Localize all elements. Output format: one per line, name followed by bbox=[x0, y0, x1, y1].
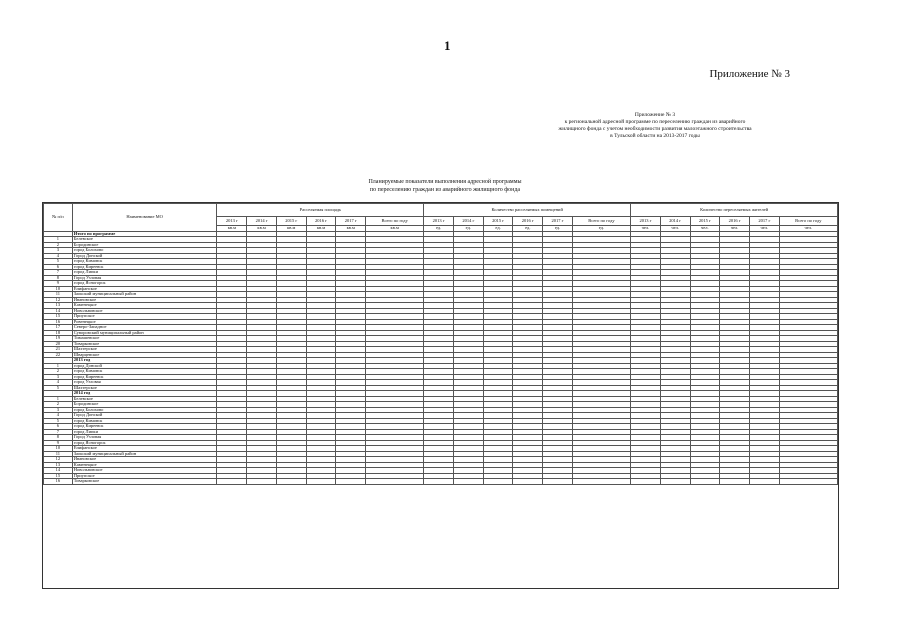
unit-header: кв.м bbox=[366, 226, 424, 232]
row-number: 5 bbox=[44, 259, 73, 265]
row-municipality-name: Северо-Западное bbox=[72, 325, 217, 331]
row-municipality-name: Ивановское bbox=[72, 297, 217, 303]
row-number: 6 bbox=[44, 264, 73, 270]
row-number: 11 bbox=[44, 292, 73, 298]
unit-header: кв.м bbox=[217, 226, 247, 232]
row-municipality-name: Каменецкое bbox=[72, 303, 217, 309]
row-number: 10 bbox=[44, 286, 73, 292]
row-number: 4 bbox=[44, 413, 73, 419]
row-municipality-name: Приупское bbox=[72, 314, 217, 320]
value-cell bbox=[513, 479, 543, 485]
row-number: 7 bbox=[44, 429, 73, 435]
row-municipality-name: Новольвовское bbox=[72, 468, 217, 474]
row-municipality-name: Шварцевское bbox=[72, 352, 217, 358]
row-number: 3 bbox=[44, 407, 73, 413]
row-number: 9 bbox=[44, 440, 73, 446]
row-number: 14 bbox=[44, 308, 73, 314]
value-cell bbox=[454, 479, 484, 485]
unit-header: кв.м bbox=[247, 226, 277, 232]
row-municipality-name: Город Узловая bbox=[72, 275, 217, 281]
unit-header: чел. bbox=[631, 226, 661, 232]
row-number: 8 bbox=[44, 435, 73, 441]
value-cell bbox=[424, 479, 454, 485]
row-number: 18 bbox=[44, 330, 73, 336]
row-municipality-name: 2013 год bbox=[72, 358, 217, 364]
value-cell bbox=[247, 479, 277, 485]
row-municipality-name: Город Донской bbox=[72, 253, 217, 259]
value-cell bbox=[306, 479, 336, 485]
year-header: 2017 г bbox=[543, 217, 573, 226]
row-number: 14 bbox=[44, 468, 73, 474]
unit-header: ед. bbox=[424, 226, 454, 232]
appendix-title: Приложение № 3 bbox=[709, 68, 790, 80]
row-municipality-name: город Кимовск bbox=[72, 259, 217, 265]
unit-header: чел. bbox=[660, 226, 690, 232]
row-municipality-name: Бородинское bbox=[72, 402, 217, 408]
row-number: 19 bbox=[44, 336, 73, 342]
row-municipality-name: Каменецкое bbox=[72, 462, 217, 468]
unit-header: чел. bbox=[720, 226, 750, 232]
row-number: 16 bbox=[44, 319, 73, 325]
header-row-groups bbox=[44, 204, 838, 217]
row-number: 15 bbox=[44, 314, 73, 320]
row-number: 1 bbox=[44, 237, 73, 243]
row-municipality-name: Шахтерское bbox=[72, 347, 217, 353]
row-number: 8 bbox=[44, 275, 73, 281]
row-municipality-name: Епифанское bbox=[72, 286, 217, 292]
value-cell bbox=[217, 479, 247, 485]
row-municipality-name: город Ясногорск bbox=[72, 281, 217, 287]
year-header: Всего по году bbox=[572, 217, 630, 226]
unit-header: кв.м bbox=[306, 226, 336, 232]
table-body bbox=[44, 231, 838, 484]
row-number: 3 bbox=[44, 374, 73, 380]
row-municipality-name: город Ясногорск bbox=[72, 440, 217, 446]
appendix-line: Приложение № 3 bbox=[634, 112, 676, 118]
year-header: 2013 г bbox=[631, 217, 661, 226]
row-number: 1 bbox=[44, 363, 73, 369]
value-cell bbox=[543, 479, 573, 485]
table-title-line: по переселению граждан из аварийного жилищного фонда bbox=[369, 187, 521, 193]
group-header-residents: Количество переселяемых жителей bbox=[631, 204, 838, 217]
value-cell bbox=[749, 479, 779, 485]
appendix-line: в Тульской области на 2013-2017 годы bbox=[610, 133, 700, 139]
value-cell bbox=[779, 479, 837, 485]
value-cell bbox=[690, 479, 720, 485]
row-number: 9 bbox=[44, 281, 73, 287]
row-municipality-name: Ровенецкое bbox=[72, 319, 217, 325]
year-header: 2014 г bbox=[660, 217, 690, 226]
year-header: 2013 г bbox=[424, 217, 454, 226]
unit-header: ед. bbox=[572, 226, 630, 232]
value-cell bbox=[631, 479, 661, 485]
value-cell bbox=[720, 479, 750, 485]
row-number: 20 bbox=[44, 341, 73, 347]
row-number: 22 bbox=[44, 352, 73, 358]
unit-header: чел. bbox=[749, 226, 779, 232]
year-header: 2015 г bbox=[690, 217, 720, 226]
unit-header: чел. bbox=[779, 226, 837, 232]
row-municipality-name: город Липки bbox=[72, 270, 217, 276]
row-municipality-name: Белевское bbox=[72, 396, 217, 402]
year-header: 2014 г bbox=[247, 217, 277, 226]
row-number: 6 bbox=[44, 424, 73, 430]
row-number: 2 bbox=[44, 242, 73, 248]
row-number: 1 bbox=[44, 396, 73, 402]
row-number: 16 bbox=[44, 479, 73, 485]
row-municipality-name: город Липки bbox=[72, 429, 217, 435]
value-cell bbox=[276, 479, 306, 485]
row-number: 12 bbox=[44, 297, 73, 303]
indicators-table bbox=[43, 203, 838, 485]
row-number: 17 bbox=[44, 325, 73, 331]
year-header: 2016 г bbox=[513, 217, 543, 226]
table-title bbox=[330, 178, 560, 194]
row-municipality-name: Заокский муниципальный район bbox=[72, 451, 217, 457]
row-municipality-name: 2014 год bbox=[72, 391, 217, 397]
row-municipality-name: город Болохово bbox=[72, 248, 217, 254]
row-municipality-name: город Кимовск bbox=[72, 369, 217, 375]
row-number: 2 bbox=[44, 402, 73, 408]
year-header: 2016 г bbox=[720, 217, 750, 226]
row-number: 21 bbox=[44, 347, 73, 353]
row-number: 5 bbox=[44, 418, 73, 424]
row-municipality-name: Белевское bbox=[72, 237, 217, 243]
year-header: 2015 г bbox=[483, 217, 513, 226]
row-number: 13 bbox=[44, 303, 73, 309]
row-number: 15 bbox=[44, 473, 73, 479]
col-number-header: № п/п bbox=[44, 204, 73, 232]
row-municipality-name: Епифанское bbox=[72, 446, 217, 452]
table-header bbox=[44, 204, 838, 232]
row-number: 4 bbox=[44, 253, 73, 259]
unit-header: ед. bbox=[454, 226, 484, 232]
appendix-line: жилищного фонда с учетом необходимости развития малоэтажного строительства bbox=[558, 126, 752, 132]
row-municipality-name: Город Узловая bbox=[72, 435, 217, 441]
row-number: 11 bbox=[44, 451, 73, 457]
page-number: 1 bbox=[444, 38, 451, 53]
year-header: 2014 г bbox=[454, 217, 484, 226]
row-municipality-name: Бородинское bbox=[72, 242, 217, 248]
year-header: 2016 г bbox=[306, 217, 336, 226]
row-municipality-name: Суворовский муниципальный район bbox=[72, 330, 217, 336]
appendix-line: к региональной адресной программе по переселению граждан из аварийного bbox=[564, 119, 746, 125]
row-municipality-name: Город Донской bbox=[72, 413, 217, 419]
year-header: 2015 г bbox=[276, 217, 306, 226]
year-header: Всего по году bbox=[366, 217, 424, 226]
value-cell bbox=[572, 479, 630, 485]
unit-header: ед. bbox=[483, 226, 513, 232]
group-header-area: Расселяемая площадь bbox=[217, 204, 424, 217]
col-name-header: Наименование МО bbox=[72, 204, 217, 232]
row-municipality-name: Товарковское bbox=[72, 479, 217, 485]
row-municipality-name: город Киреевск bbox=[72, 374, 217, 380]
year-header: 2013 г bbox=[217, 217, 247, 226]
row-municipality-name: город Кимовск bbox=[72, 418, 217, 424]
row-municipality-name: город Узловая bbox=[72, 380, 217, 386]
year-header: 2017 г bbox=[336, 217, 366, 226]
row-municipality-name: Товарковское bbox=[72, 341, 217, 347]
row-number: 4 bbox=[44, 380, 73, 386]
row-number: 7 bbox=[44, 270, 73, 276]
row-number: 12 bbox=[44, 457, 73, 463]
row-municipality-name: Ивановское bbox=[72, 457, 217, 463]
row-number: 3 bbox=[44, 248, 73, 254]
value-cell bbox=[660, 479, 690, 485]
row-number: 13 bbox=[44, 462, 73, 468]
unit-header: ед. bbox=[543, 226, 573, 232]
value-cell bbox=[366, 479, 424, 485]
year-header: 2017 г bbox=[749, 217, 779, 226]
unit-header: кв.м bbox=[276, 226, 306, 232]
indicators-table-container bbox=[42, 202, 839, 589]
row-municipality-name: Новольвовское bbox=[72, 308, 217, 314]
table-title-line: Планируемые показатели выполнения адресной программы bbox=[368, 179, 522, 185]
value-cell bbox=[483, 479, 513, 485]
row-number: 5 bbox=[44, 385, 73, 391]
row-number: 2 bbox=[44, 369, 73, 375]
row-municipality-name: город Киреевск bbox=[72, 424, 217, 430]
row-municipality-name: город Болохово bbox=[72, 407, 217, 413]
table-row bbox=[44, 479, 838, 485]
group-header-premises: Количество расселяемых помещений bbox=[424, 204, 631, 217]
row-municipality-name: Приупское bbox=[72, 473, 217, 479]
row-municipality-name: Итого по программе bbox=[72, 231, 217, 237]
row-municipality-name: город Киреевск bbox=[72, 264, 217, 270]
row-municipality-name: город Донской bbox=[72, 363, 217, 369]
row-municipality-name: Шахтерское bbox=[72, 385, 217, 391]
row-municipality-name: Заокский муниципальный район bbox=[72, 292, 217, 298]
unit-header: чел. bbox=[690, 226, 720, 232]
unit-header: ед. bbox=[513, 226, 543, 232]
row-number: 10 bbox=[44, 446, 73, 452]
appendix-description bbox=[535, 112, 775, 140]
unit-header: кв.м bbox=[336, 226, 366, 232]
value-cell bbox=[336, 479, 366, 485]
year-header: Всего по году bbox=[779, 217, 837, 226]
row-municipality-name: Тимашевское bbox=[72, 336, 217, 342]
